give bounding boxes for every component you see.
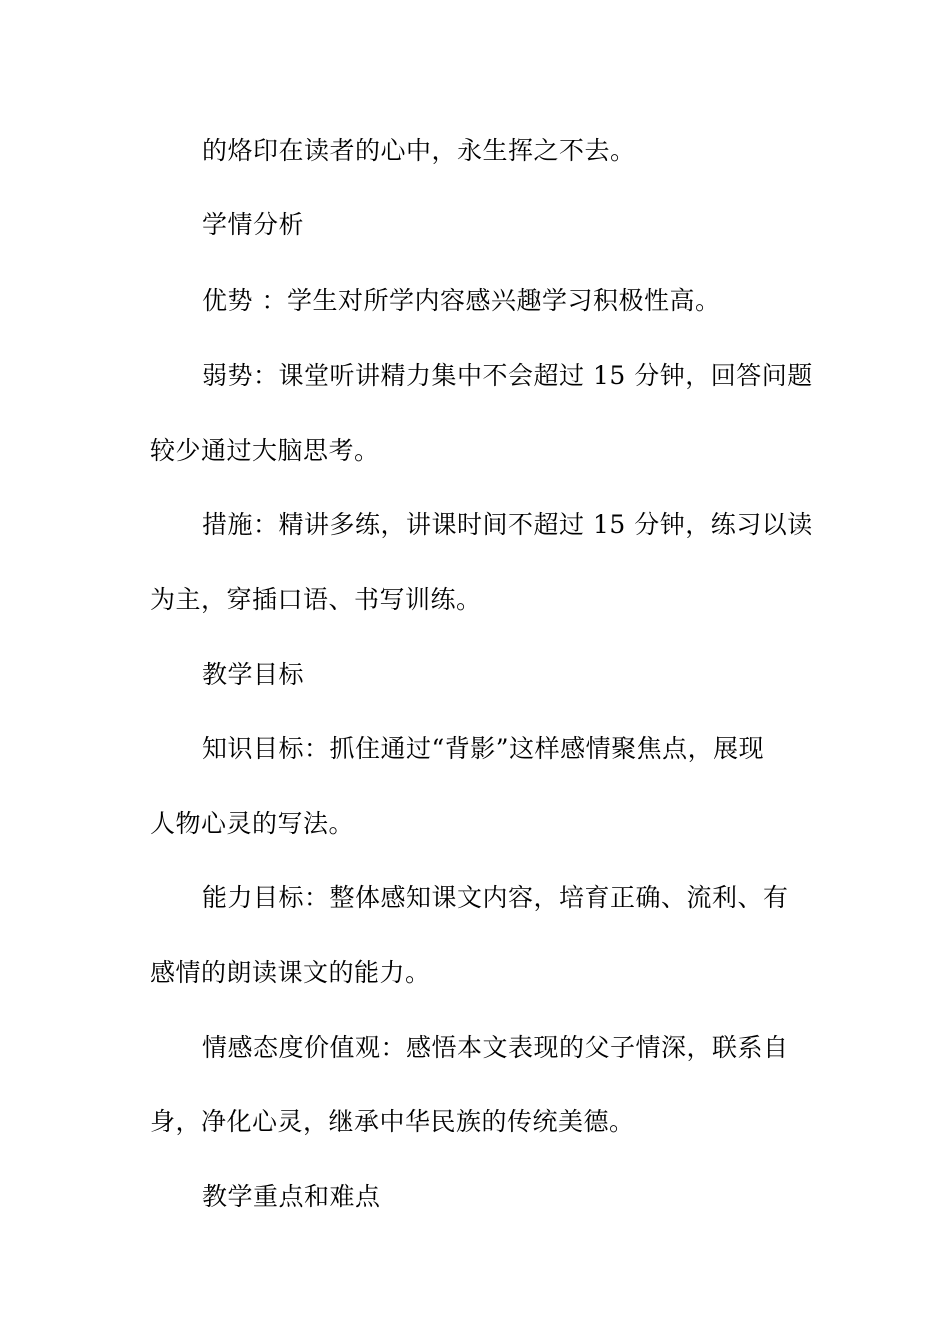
paragraph-line-weakness-cont: 较少通过大脑思考。 [150, 436, 380, 465]
paragraph-line-ability-goal: 能力目标：整体感知课文内容，培育正确、流利、有 [202, 883, 789, 912]
paragraph-line-knowledge-goal: 知识目标：抓住通过“背影”这样感情聚焦点，展现 [202, 734, 765, 763]
paragraph-line-emotion-goal-cont: 身，净化心灵，继承中华民族的传统美德。 [150, 1107, 635, 1136]
section-heading-key-points: 教学重点和难点 [202, 1182, 381, 1211]
paragraph-line-knowledge-goal-cont: 人物心灵的写法。 [150, 809, 355, 838]
section-heading-student-analysis: 学情分析 [202, 210, 305, 239]
paragraph-line-emotion-goal: 情感态度价值观：感悟本文表现的父子情深，联系自 [202, 1033, 789, 1062]
paragraph-line-measures-cont: 为主，穿插口语、书写训练。 [150, 585, 482, 614]
paragraph-line-ability-goal-cont: 感情的朗读课文的能力。 [150, 958, 431, 987]
section-heading-teaching-goals: 教学目标 [202, 660, 305, 689]
paragraph-line-1: 的烙印在读者的心中，永生挥之不去。 [202, 136, 636, 165]
paragraph-line-advantage: 优势 ：学生对所学内容感兴趣学习积极性高。 [202, 286, 721, 315]
paragraph-line-measures: 措施：精讲多练，讲课时间不超过 15 分钟，练习以读 [202, 510, 813, 539]
paragraph-line-weakness: 弱势：课堂听讲精力集中不会超过 15 分钟，回答问题 [202, 361, 813, 390]
